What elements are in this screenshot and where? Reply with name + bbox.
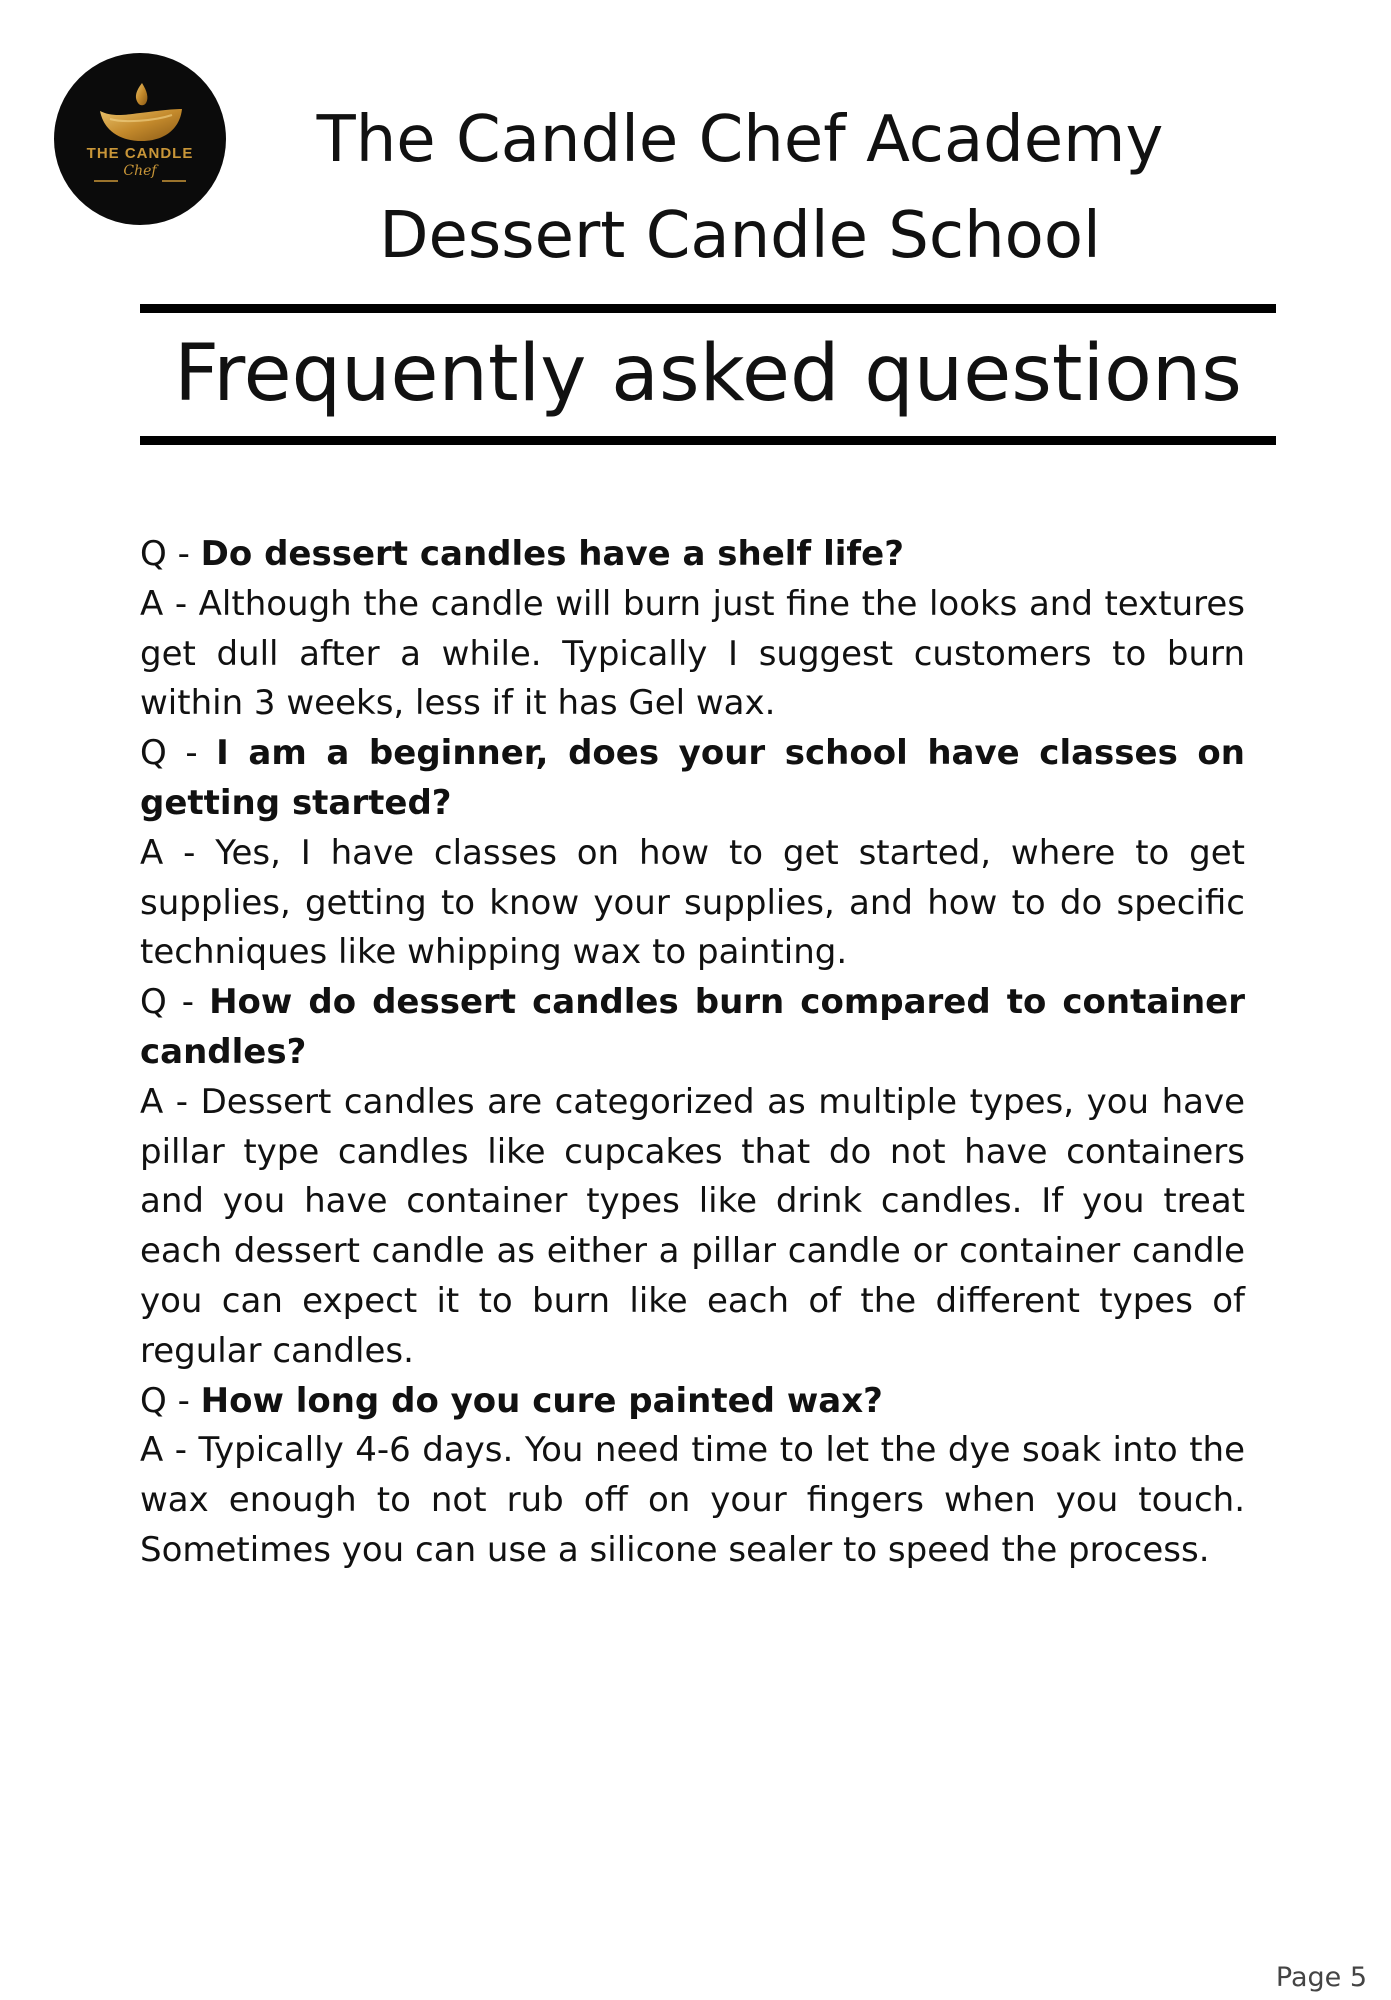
answer-prefix: A -	[140, 583, 199, 624]
question-text: I am a beginner, does your school have classes on getting started?	[140, 733, 1245, 823]
faq-question	[140, 978, 1245, 1078]
top-divider	[140, 304, 1276, 313]
answer-text: Typically 4-6 days. You need time to let the dye soak into the wax enough to not rub off on your fingers when you touch. Sometimes you can use a silicone sealer to speed the process.	[140, 1430, 1245, 1570]
page-header	[280, 92, 1200, 284]
answer-text: Yes, I have classes on how to get started, where to get supplies, getting to know your supplies, and how to do specific techniques like whipping wax to painting.	[140, 832, 1245, 973]
candle-flame-icon	[54, 53, 226, 225]
logo-text-chef: Chef	[123, 163, 157, 179]
faq-question	[140, 729, 1245, 829]
question-prefix: Q -	[140, 1380, 201, 1421]
school-subtitle: Dessert Candle School	[379, 199, 1101, 273]
question-prefix: Q -	[140, 733, 217, 774]
page-number: Page 5	[1275, 1962, 1367, 1993]
faq-answer	[140, 1426, 1245, 1575]
faq-answer	[140, 1078, 1245, 1377]
academy-title: The Candle Chef Academy	[316, 103, 1164, 177]
bottom-divider	[140, 436, 1276, 445]
logo-text-brand: THE CANDLE	[86, 145, 194, 162]
answer-prefix: A -	[140, 1430, 199, 1471]
faq-question	[140, 1377, 1245, 1427]
question-text: Do dessert candles have a shelf life?	[200, 534, 904, 574]
question-text: How long do you cure painted wax?	[200, 1380, 883, 1421]
answer-text: Dessert candles are categorized as multiple types, you have pillar type candles like cupcakes that do not have containers and you have container types like drink candles. If you treat each dessert candle as either a pillar candle or container candle you can expect it to burn like each of the different types of regular candles.	[140, 1081, 1245, 1371]
question-prefix: Q -	[140, 534, 201, 574]
logo	[54, 53, 226, 225]
answer-prefix: A -	[140, 1081, 201, 1122]
answer-prefix: A -	[140, 832, 216, 873]
question-prefix: Q -	[140, 982, 210, 1023]
faq-question	[140, 530, 1245, 580]
question-text: How do dessert candles burn compared to container candles?	[140, 982, 1245, 1072]
answer-text: Although the candle will burn just fine the looks and textures get dull after a while. Typically I suggest customers to burn within 3 weeks, less if it has Gel wax.	[140, 583, 1245, 724]
faq-list	[140, 530, 1245, 1576]
faq-answer	[140, 580, 1245, 729]
faq-answer	[140, 829, 1245, 978]
section-title: Frequently asked questions	[174, 329, 1242, 419]
